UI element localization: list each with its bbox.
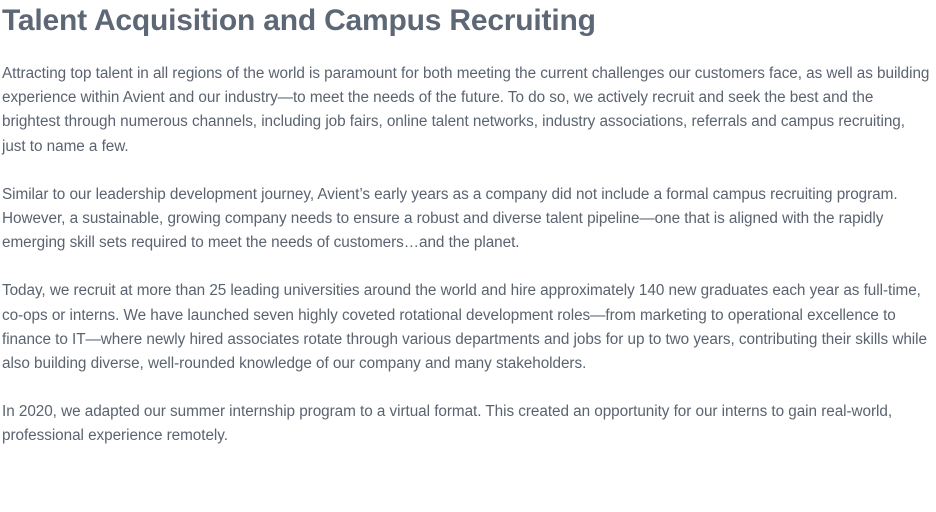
paragraph: Attracting top talent in all regions of the world is paramount for both meeting the current challenges our customers face, as well as building experience within Avient and our industry—to meet the needs of the future. To do so, we actively recruit and seek the best and the brightest through numerous channels, including job fairs, online talent networks, industry associations, referrals and campus recruiting, just to name a few. (2, 65, 930, 155)
paragraph: In 2020, we adapted our summer internship program to a virtual format. This created an opportunity for our interns to gain real-world, professional experience remotely. (2, 403, 893, 445)
paragraph: Today, we recruit at more than 25 leading universities around the world and hire approximately 140 new graduates each year as full-time, co-ops or interns. We have launched seven highly coveted rotational development roles—from marketing to operational excellence to finance to IT—where newly hired associates rotate through various departments and jobs for up to two years, contributing their skills while also building diverse, well-rounded knowledge of our company and many stakeholders. (2, 282, 927, 373)
body-content (2, 62, 930, 449)
paragraph: Similar to our leadership development journey, Avient’s early years as a company did not include a formal campus recruiting program. However, a sustainable, growing company needs to ensure a robust and diverse talent pipeline—one that is aligned with the rapidly emerging skill sets required to meet the needs of customers…and the planet. (2, 185, 898, 252)
page-title: Talent Acquisition and Campus Recruiting (2, 4, 596, 37)
